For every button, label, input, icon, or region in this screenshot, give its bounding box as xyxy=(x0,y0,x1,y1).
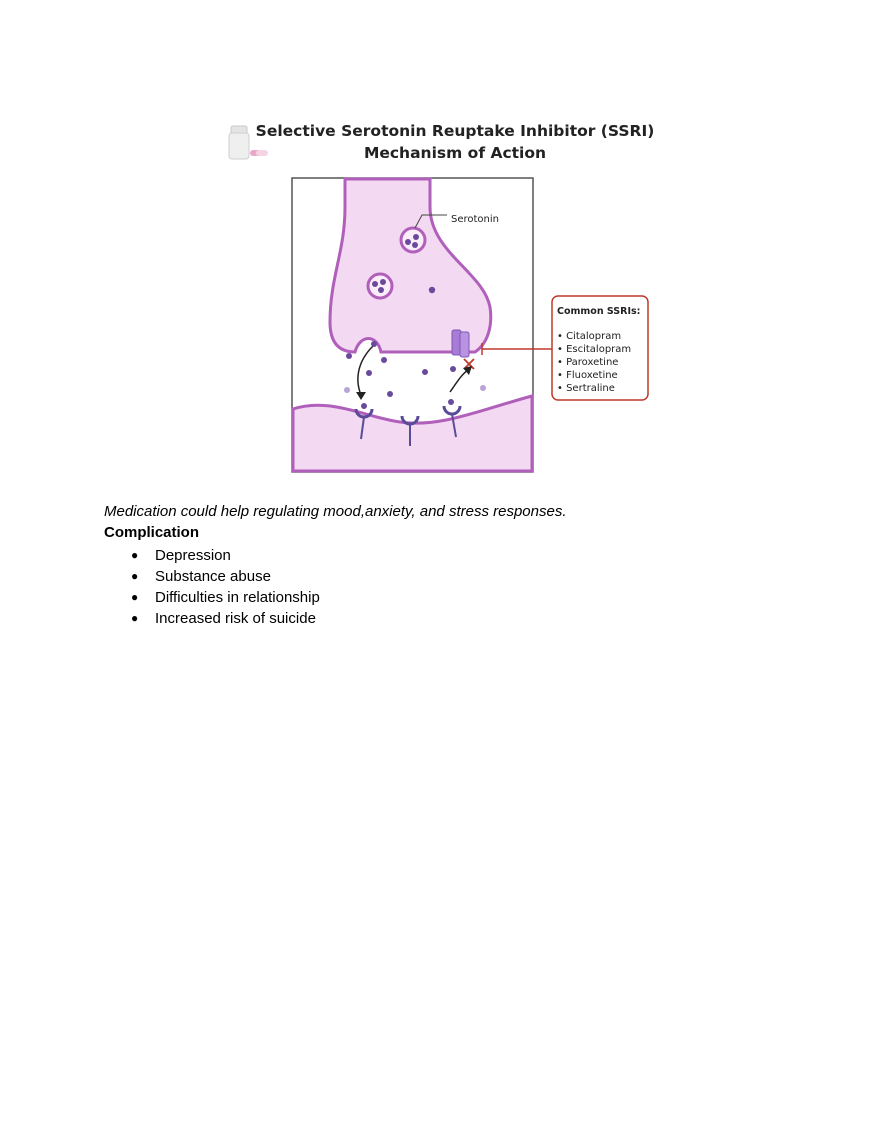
bullet-icon: ● xyxy=(131,548,139,562)
ssri-item: • Paroxetine xyxy=(557,357,619,368)
serotonin-label: Serotonin xyxy=(451,214,500,225)
bullet-icon: ● xyxy=(131,611,139,625)
bullet-icon: ● xyxy=(131,569,139,583)
ssri-figure xyxy=(225,112,655,482)
complication-list xyxy=(104,545,320,629)
serotonin-transporter xyxy=(452,330,469,357)
figure-caption: Medication could help regulating mood,anxiety, and stress responses. xyxy=(104,503,567,520)
ssri-item: • Fluoxetine xyxy=(557,370,618,381)
list-item xyxy=(104,587,320,608)
list-item-text: Depression xyxy=(155,547,231,564)
section-heading: Complication xyxy=(104,524,200,541)
ssri-diagram xyxy=(225,112,655,482)
ssris-box-title: Common SSRIs: xyxy=(557,306,641,317)
ssri-item: • Citalopram xyxy=(557,331,622,342)
vesicle xyxy=(368,274,392,298)
figure-title-line1: Selective Serotonin Reuptake Inhibitor (SSRI) xyxy=(255,122,655,140)
ssri-item: • Escitalopram xyxy=(557,344,632,355)
serotonin-molecule xyxy=(429,287,435,293)
bullet-icon: ● xyxy=(131,590,139,604)
list-item-text: Substance abuse xyxy=(155,568,271,585)
figure-title-line2: Mechanism of Action xyxy=(363,144,547,162)
list-item-text: Difficulties in relationship xyxy=(155,589,320,606)
list-item xyxy=(104,545,320,566)
vesicle xyxy=(401,228,425,252)
list-item xyxy=(104,608,320,629)
list-item-text: Increased risk of suicide xyxy=(155,610,316,627)
list-item xyxy=(104,566,320,587)
ssri-item: • Sertraline xyxy=(557,383,615,394)
figure-title xyxy=(255,120,655,164)
